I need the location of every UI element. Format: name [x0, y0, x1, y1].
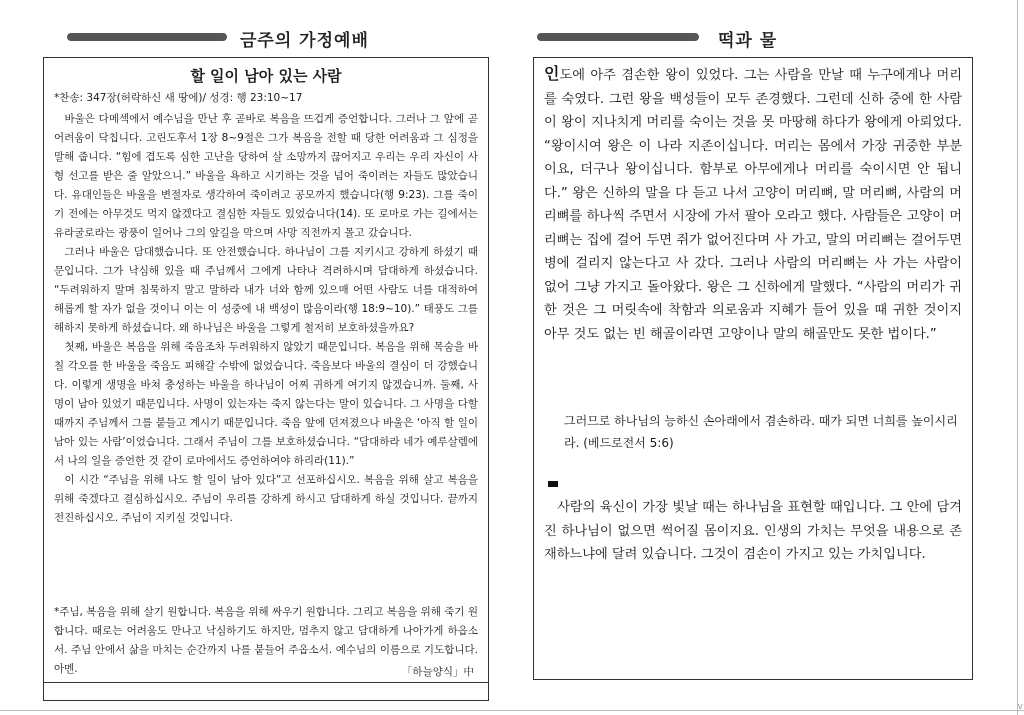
page-frame-bottom [0, 710, 1024, 711]
bread-and-water-panel [533, 57, 973, 680]
sermon-body [54, 110, 478, 528]
sermon-paragraph: 바울은 다메섹에서 예수님을 만난 후 곧바로 복음을 뜨겁게 증언합니다. 그러나 그 앞에 곧 어려움이 닥칩니다. 고린도후서 1장 8~9절은 그가 복음을 전할 때 당한 어려움과 그 심정을 말해 줍니다. “힘에 겹도록 심한 고난을 당하여 살 소망까지 끊어지고 우리는 우리 자신이 사형 선고를 받은 줄 알았으니.” 바울을 욕하고 시기하는 것을 넘어 죽이려는 자들도 많았습니다. 유대인들은 바울을 변절자로 생각하여 죽이려고 공모까지 했습니다(행 9:23). 그를 죽이기 전에는 아무것도 먹지 않겠다고 결심한 자들도 있었습니다(14). 또 로마로 가는 길에서는 유라굴로라는 광풍이 일어나 그의 앞길을 막으며 사망 직전까지 몰고 갔습니다. [54, 113, 478, 239]
corner-mark-icon: v [1017, 702, 1023, 712]
sermon-paragraph: 그러나 바울은 담대했습니다. 또 안전했습니다. 하나님이 그를 지키시고 강하게 하셨기 때문입니다. 그가 낙심해 있을 때 주님께서 그에게 나타나 격려하시며 담대하게 하셨습니다. “두려워하지 말며 침묵하지 말고 말하라 내가 너와 함께 있으매 어떤 사람도 너를 대적하여 해롭게 할 자가 없을 것이니 이는 이 성중에 내 백성이 많음이라(행 18:9~10).” 태풍도 그를 해하지 못하게 하셨습니다. 왜 하나님은 바울을 그렇게 철저히 보호하셨을까요? [54, 246, 478, 334]
right-heading-bar [537, 33, 699, 41]
sermon-title: 할 일이 남아 있는 사람 [190, 67, 342, 85]
sermon-paragraph: 첫째, 바울은 복음을 위해 죽음조차 두려워하지 않았기 때문입니다. 복음을 위해 목숨을 바칠 각오를 한 바울을 죽음도 피해갈 수밖에 없었습니다. 죽음보다 바울의 결심이 더 강했습니다. 이렇게 생명을 바쳐 충성하는 바울을 하나님이 어찌 귀하게 여기지 않겠습니까. 둘째, 사명이 남아 있었기 때문입니다. 사명이 있는자는 죽지 않는다는 말이 있습니다. 그 사명을 다할 때까지 주님께서 그를 붙들고 계시기 때문입니다. 죽음 앞에 던져졌으나 바울은 ‘아직 할 일이 남아 있는 사람’이었습니다. 그래서 주님이 그를 보호하셨습니다. “담대하라 네가 예루살렘에서 나의 일을 증언한 것 같이 로마에서도 증언하여야 하리라(11).” [54, 341, 478, 467]
left-heading: 금주의 가정예배 [240, 31, 369, 51]
scripture-verse: 그러므로 하나님의 능하신 손아래에서 겸손하라. 때가 되면 너희를 높이시리라. (베드로전서 5:6) [564, 414, 958, 450]
left-heading-bar [67, 33, 227, 41]
hymn-scripture-line: *찬송: 347장(허락하신 새 땅에)/ 성경: 행 23:10~17 [54, 92, 303, 104]
reflection-text: 사람의 육신이 가장 빛날 때는 하나님을 표현할 때입니다. 그 안에 담겨진 하나님이 없으면 썩어질 몸이지요. 인생의 가치는 무엇을 내용으로 존재하느냐에 달려 있습니다. 그것이 겸손이 가지고 있는 가치입니다. [544, 500, 962, 562]
sermon-paragraph: 이 시간 “주님을 위해 나도 할 일이 남아 있다”고 선포하십시오. 복음을 위해 살고 복음을 위해 죽겠다고 결심하십시오. 주님이 우리를 강하게 하시고 담대하게 하실 것입니다. 끝까지 전진하십시오. 주님이 지키실 것입니다. [54, 474, 478, 524]
footer-divider [44, 682, 488, 683]
prayer-text: *주님, 복음을 위해 살기 원합니다. 복음을 위해 싸우기 원합니다. 그리고 복음을 위해 죽기 원합니다. 때로는 어려움도 만나고 낙심하기도 하지만, 멈추지 않고 담대하게 나아가게 하옵소서. 주님 안에서 삶을 마치는 순간까지 나를 붙들어 주옵소서. 예수님의 이름으로 기도합니다. 아멘. [54, 606, 478, 675]
bullet-mark-icon [548, 481, 558, 487]
story-body: 도에 아주 겸손한 왕이 있었다. 그는 사람을 만날 때 누구에게나 머리를 숙였다. 그런 왕을 백성들이 모두 존경했다. 그런데 신하 중에 한 사람이 왕이 지나치게 머리를 숙이는 것을 못 마땅해 하다가 왕에게 아뢰었다. “왕이시여 왕은 이 나라 지존이십니다. 머리는 몸에서 가장 귀중한 부분이요, 더구나 왕이십니다. 함부로 아무에게나 머리를 숙이시면 안 됩니다.” 왕은 신하의 말을 다 듣고 나서 고양이 머리뼈, 말 머리뼈, 사람의 머리뼈를 하나씩 주면서 시장에 가서 팔아 오라고 했다. 사람들은 고양이 머리뼈는 집에 걸어 두면 쥐가 없어진다며 사 가고, 말의 머리뼈는 걸어두면 병에 걸리지 않는다고 사 갔다. 그러나 사람의 머리뼈는 사 가는 사람이 없어 그냥 가지고 돌아왔다. 왕은 그 신하에게 말했다. “사람의 머리가 귀한 것은 그 머릿속에 착함과 의로움과 지혜가 들어 있을 때 귀한 것이지 아무 것도 없는 빈 해골이라면 고양이나 말의 해골만도 못한 법이다.” [544, 68, 962, 342]
story-text [544, 62, 962, 346]
right-heading: 떡과 물 [718, 31, 778, 51]
page-frame-right [1017, 0, 1018, 715]
source-citation: 「하늘양식」中 [401, 666, 474, 678]
family-worship-panel [43, 57, 489, 701]
story-drop-cap: 인 [544, 64, 560, 83]
